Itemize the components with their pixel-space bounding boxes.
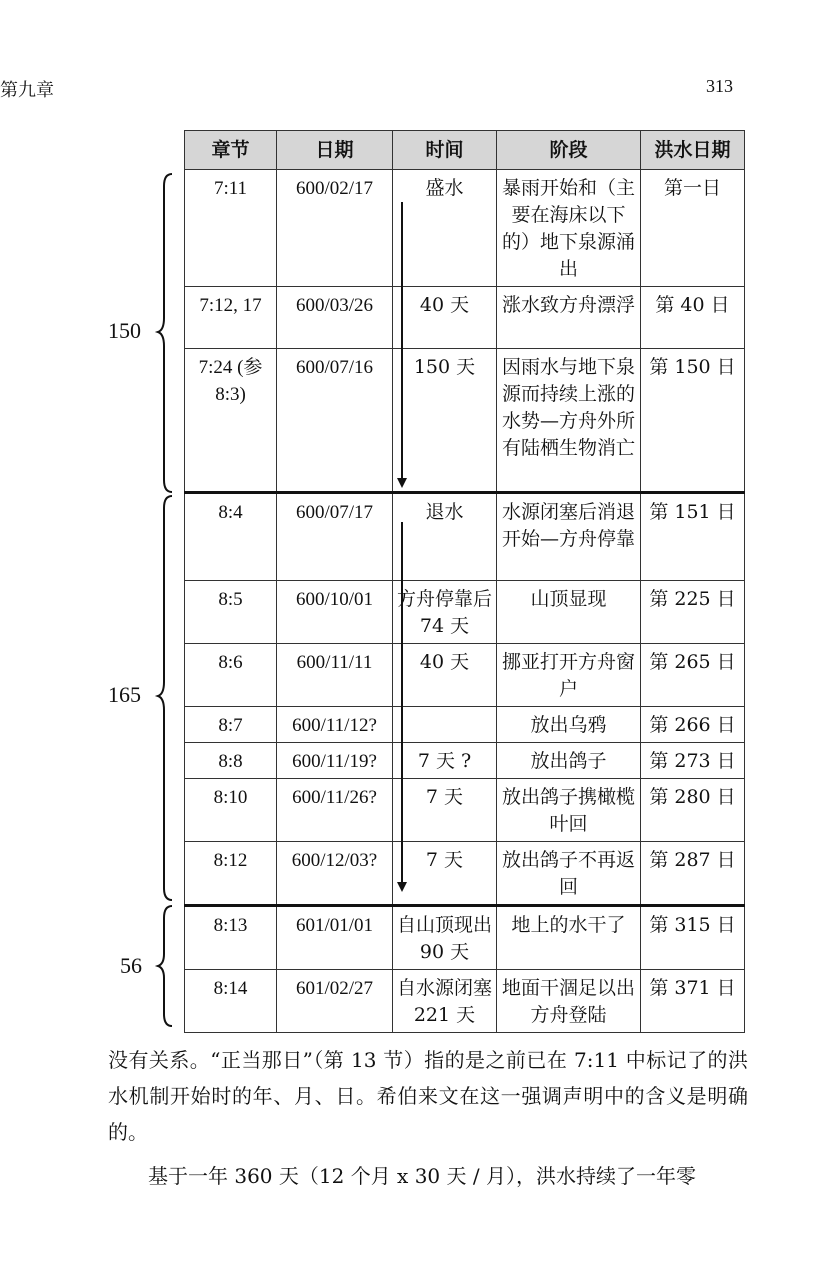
cell-date: 600/11/19?	[277, 743, 393, 779]
body-paragraph: 基于一年 360 天（12 个月 x 30 天 / 月），洪水持续了一年零	[148, 1164, 696, 1188]
cell-date: 600/07/16	[277, 349, 393, 493]
bracket-label-56: 56	[120, 953, 142, 978]
cell-date: 600/11/12?	[277, 707, 393, 743]
cell-flood-day: 第 315 日	[641, 906, 745, 970]
brace-150	[158, 174, 172, 492]
arrow-recede-head	[397, 882, 407, 892]
cell-phase: 水源闭塞后消退开始—方舟停靠	[497, 493, 641, 581]
cell-phase: 放出鸽子不再返回	[497, 842, 641, 906]
brace-165	[158, 496, 172, 900]
cell-verse: 8:10	[185, 779, 277, 842]
cell-time: 7 天	[393, 842, 497, 906]
cell-time: 7 天 ?	[393, 743, 497, 779]
page-number: 313	[706, 76, 733, 96]
cell-phase: 挪亚打开方舟窗户	[497, 644, 641, 707]
cell-verse: 8:13	[185, 906, 277, 970]
cell-verse: 7:11	[185, 170, 277, 287]
bracket-label-150: 150	[108, 318, 141, 343]
cell-flood-day: 第 225 日	[641, 581, 745, 644]
chapter-title: 第九章	[0, 80, 54, 100]
cell-verse: 8:5	[185, 581, 277, 644]
cell-date: 600/11/11	[277, 644, 393, 707]
cell-flood-day: 第 280 日	[641, 779, 745, 842]
cell-time: 150 天	[393, 349, 497, 493]
cell-flood-day: 第 151 日	[641, 493, 745, 581]
cell-time: 40 天	[393, 644, 497, 707]
cell-time: 7 天	[393, 779, 497, 842]
cell-time: 40 天	[393, 287, 497, 349]
cell-phase: 涨水致方舟漂浮	[497, 287, 641, 349]
cell-flood-day: 第 287 日	[641, 842, 745, 906]
cell-phase: 山顶显现	[497, 581, 641, 644]
cell-flood-day: 第 266 日	[641, 707, 745, 743]
col-header-time: 时间	[393, 131, 497, 170]
cell-phase: 暴雨开始和（主要在海床以下的）地下泉源涌出	[497, 170, 641, 287]
cell-flood-day: 第一日	[641, 170, 745, 287]
bracket-label-165: 165	[108, 682, 141, 707]
cell-verse: 8:14	[185, 970, 277, 1033]
cell-phase: 地上的水干了	[497, 906, 641, 970]
cell-verse: 7:12, 17	[185, 287, 277, 349]
cell-phase: 地面干涸足以出方舟登陆	[497, 970, 641, 1033]
cell-date: 600/07/17	[277, 493, 393, 581]
cell-date: 600/10/01	[277, 581, 393, 644]
cell-phase: 放出鸽子携橄榄叶回	[497, 779, 641, 842]
cell-phase: 放出鸽子	[497, 743, 641, 779]
col-header-date: 日期	[277, 131, 393, 170]
cell-date: 601/02/27	[277, 970, 393, 1033]
cell-flood-day: 第 265 日	[641, 644, 745, 707]
arrow-rise-head	[397, 478, 407, 488]
cell-phase: 放出乌鸦	[497, 707, 641, 743]
cell-flood-day: 第 40 日	[641, 287, 745, 349]
brace-56	[158, 906, 172, 1026]
col-header-phase: 阶段	[497, 131, 641, 170]
cell-verse: 8:6	[185, 644, 277, 707]
cell-phase: 因雨水与地下泉源而持续上涨的水势—方舟外所有陆栖生物消亡	[497, 349, 641, 493]
cell-flood-day: 第 150 日	[641, 349, 745, 493]
cell-time: 方舟停靠后 74 天	[393, 581, 497, 644]
cell-time: 退水	[393, 493, 497, 581]
cell-time: 自水源闭塞 221 天	[393, 970, 497, 1033]
cell-date: 600/11/26?	[277, 779, 393, 842]
cell-flood-day: 第 371 日	[641, 970, 745, 1033]
col-header-verse: 章节	[185, 131, 277, 170]
cell-verse: 7:24 (参 8:3)	[185, 349, 277, 493]
cell-date: 600/03/26	[277, 287, 393, 349]
cell-date: 601/01/01	[277, 906, 393, 970]
cell-time: 自山顶现出 90 天	[393, 906, 497, 970]
cell-verse: 8:7	[185, 707, 277, 743]
col-header-flood-day: 洪水日期	[641, 131, 745, 170]
body-paragraph: 没有关系。“正当那日”（第 13 节）指的是之前已在 7:11 中标记了的洪水机制开始时的年、月、日。希伯来文在这一强调声明中的含义是明确的。	[108, 1048, 748, 1144]
cell-time: 盛水	[393, 170, 497, 287]
cell-verse: 8:4	[185, 493, 277, 581]
cell-date: 600/02/17	[277, 170, 393, 287]
cell-date: 600/12/03?	[277, 842, 393, 906]
cell-verse: 8:8	[185, 743, 277, 779]
cell-flood-day: 第 273 日	[641, 743, 745, 779]
cell-verse: 8:12	[185, 842, 277, 906]
